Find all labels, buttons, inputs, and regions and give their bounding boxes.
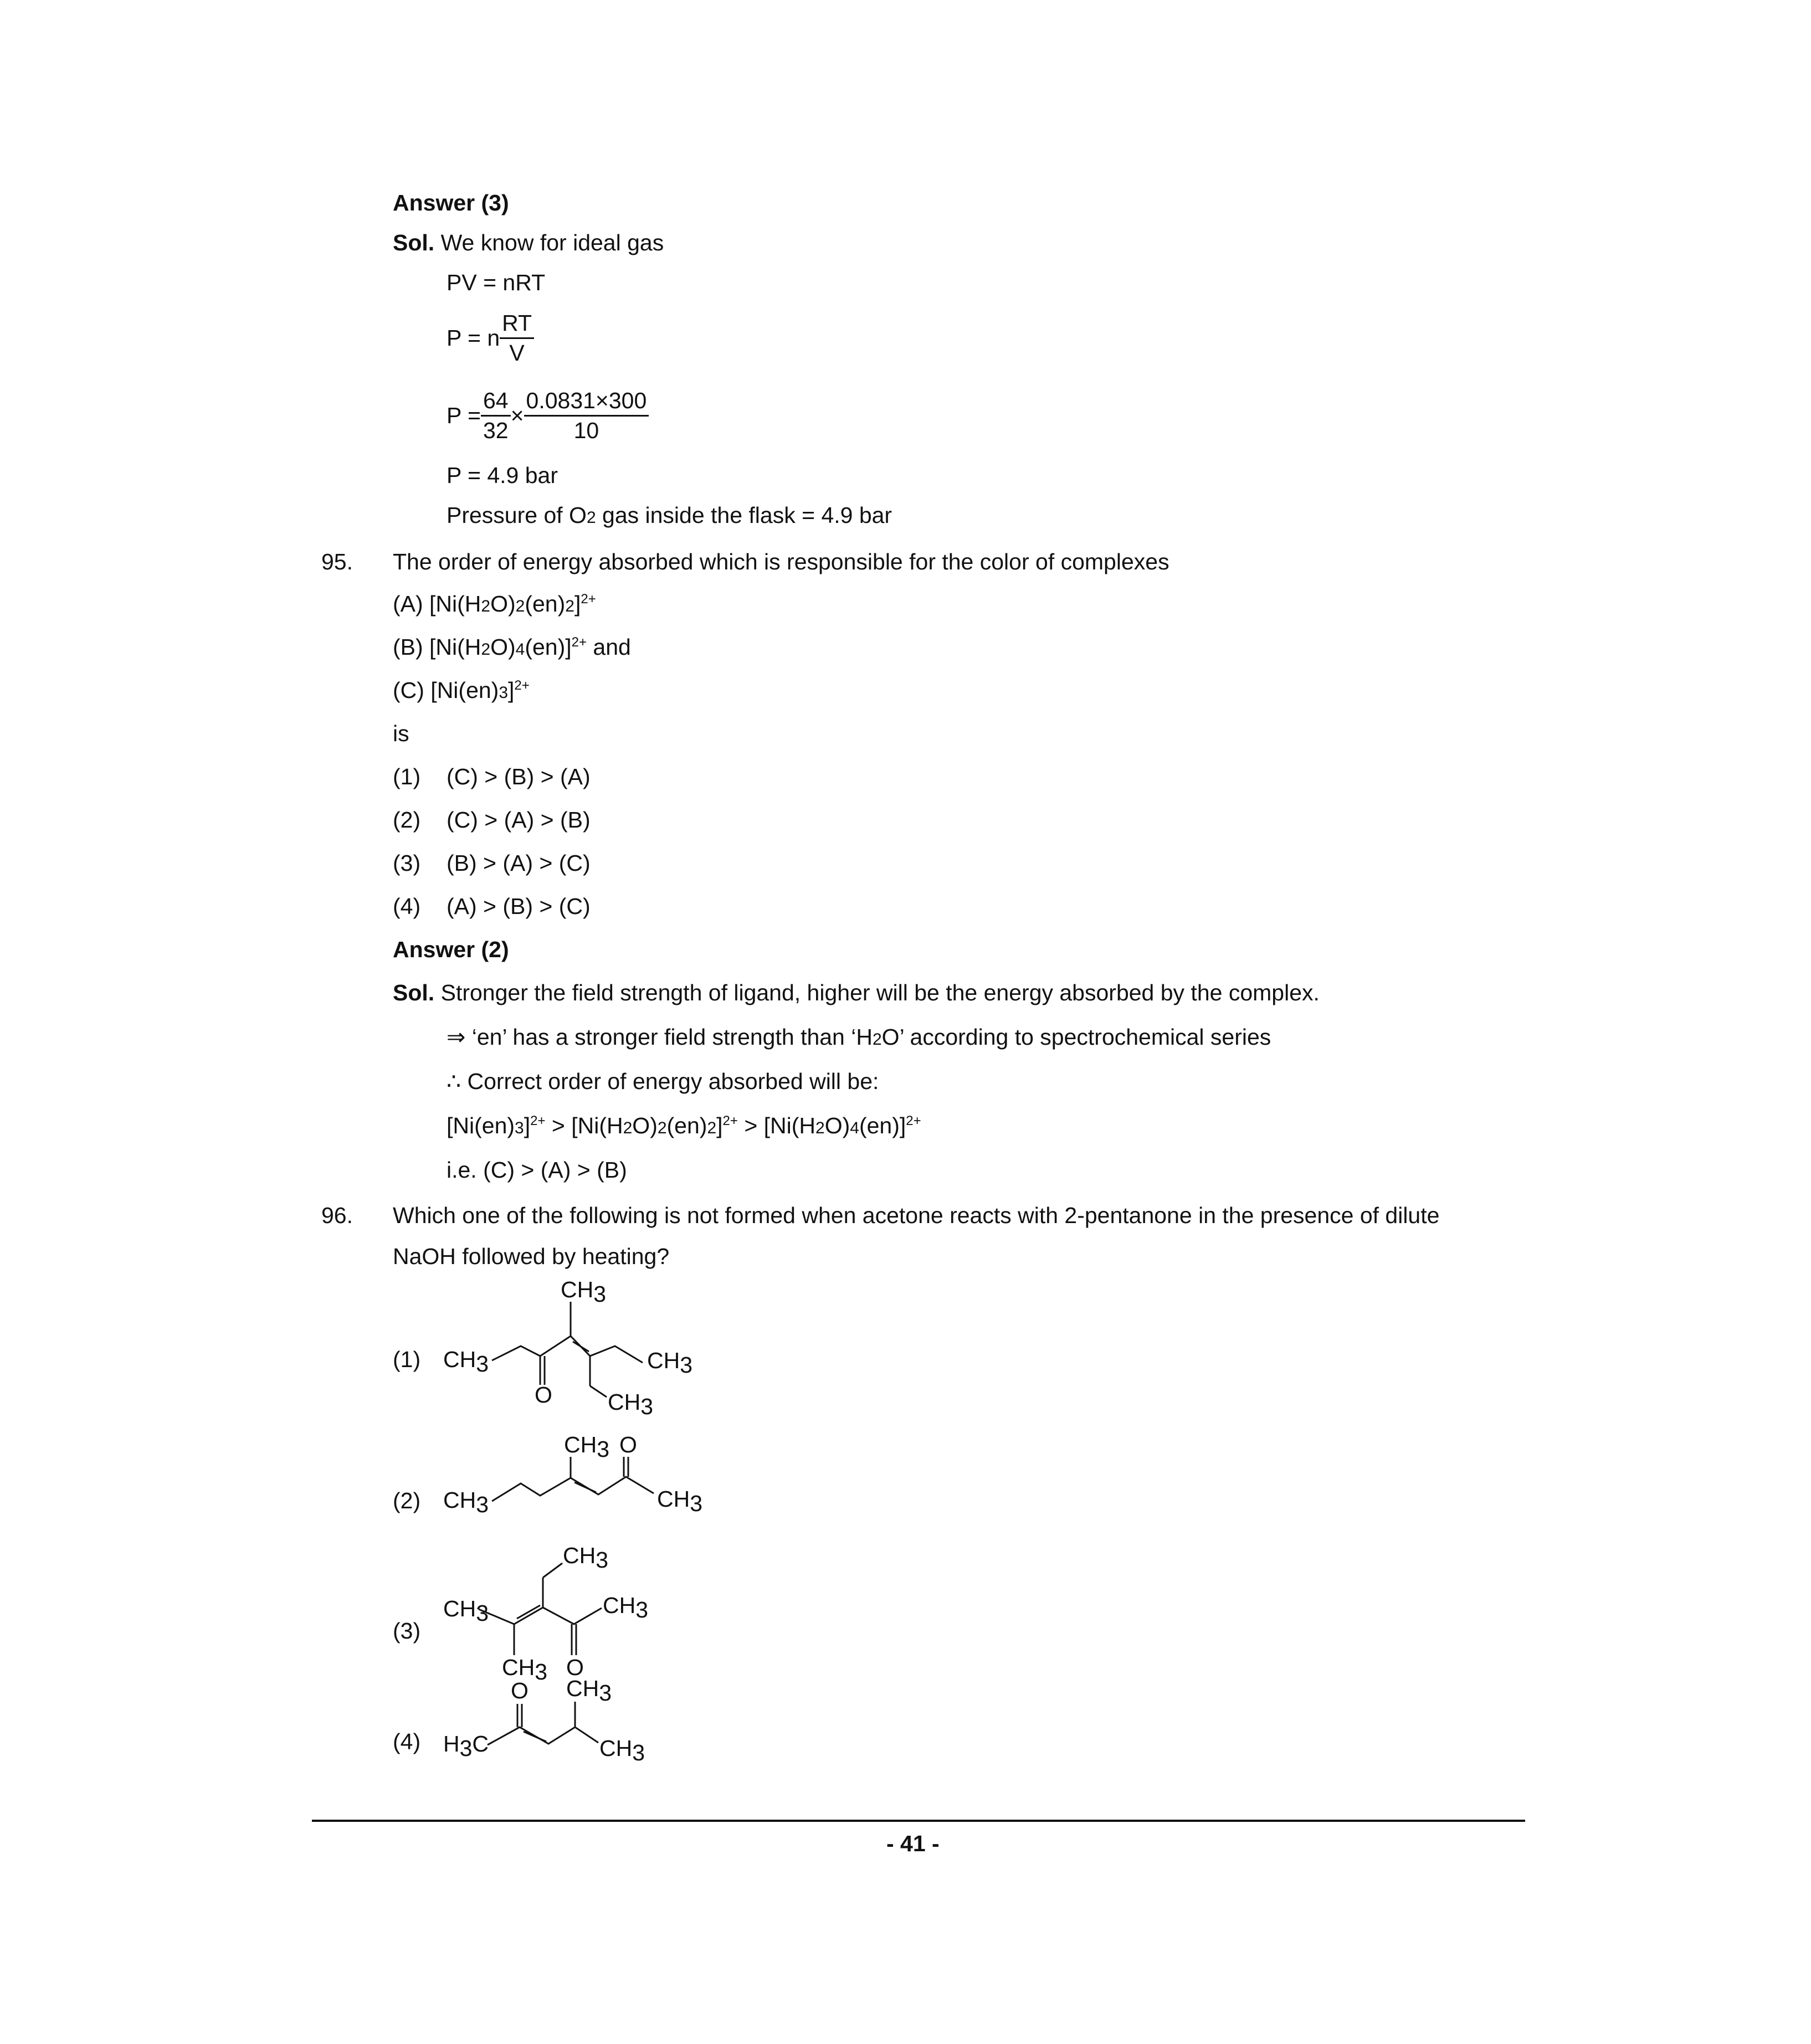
ch3-label: CH3 [443,1487,489,1517]
q95-is: is [393,721,409,746]
option-number: (4) [393,893,421,919]
q96-option-2-number[interactable]: (2) [393,1488,421,1513]
line1-post: O’ according to spectrochemical series [881,1024,1271,1050]
sol-text: Stronger the field strength of ligand, higher will be the energy absorbed by the complex. [440,980,1320,1005]
option-text: (A) > (B) > (C) [447,893,591,919]
q95-number: 95. [321,549,353,574]
option-number: (3) [393,850,421,876]
q94-result [447,502,892,528]
q96-number: 96. [321,1203,353,1228]
result-post: gas inside the flask = 4.9 bar [596,502,892,528]
q94-eq4: P = 4.9 bar [447,463,558,488]
o-sup2: 2+ [722,1113,738,1128]
a-pre: (A) [Ni(H [393,591,481,617]
ch3-label: CH3 [561,1277,607,1307]
a-sup: 2+ [581,592,596,607]
line1-pre: ⇒ ‘en’ has a stronger field strength than ‘H [447,1024,873,1050]
o-p2: ] [524,1113,531,1138]
eq3-lhs: P = [447,403,481,428]
eq3-num2: 0.0831×300 [526,388,647,413]
oxygen-label: O [566,1655,584,1680]
ch3-label: CH3 [657,1486,703,1516]
q95-question: The order of energy absorbed which is responsible for the color of complexes [393,549,1169,574]
h3c-label: H3C [443,1731,489,1761]
q95-option-4[interactable] [393,893,591,920]
ch3-label: CH3 [566,1676,612,1706]
eq2-lhs: P = n [447,325,500,351]
a-s1: 2 [481,597,491,615]
option-text: (C) > (A) > (B) [447,807,591,833]
q96-option-3-number[interactable]: (3) [393,1618,421,1644]
sol-text: We know for ideal gas [440,230,664,255]
eq3-fraction-2 [524,388,649,444]
q95-answer: Answer (2) [393,937,509,962]
o-s5: 2 [815,1119,825,1137]
q95-option-2[interactable] [393,807,591,833]
q95-option-3[interactable] [393,850,591,876]
q94-eq3 [447,388,649,444]
c-pre: (C) [Ni(en) [393,677,499,703]
a-m3: ] [574,591,581,617]
c-sup: 2+ [514,678,530,693]
structure-option-3[interactable] [438,1529,715,1684]
structure-option-2[interactable] [438,1424,770,1534]
o-p7: > [Ni(H [737,1113,816,1138]
b-m1: O) [490,634,516,660]
q94-sol [393,229,664,256]
oxygen-label: O [619,1432,637,1457]
a-s3: 2 [565,597,574,615]
q95-item-a [393,590,596,617]
a-m2: (en) [525,591,566,617]
eq3-num1: 64 [483,388,509,413]
o-s1: 3 [515,1119,524,1137]
q96-option-1-number[interactable]: (1) [393,1347,421,1372]
ch3-label: CH3 [564,1432,610,1462]
option-number: (2) [393,807,421,833]
a-s2: 2 [515,597,525,615]
q95-sol [393,979,1320,1006]
q94-eq2 [447,310,534,366]
o-s6: 4 [850,1119,859,1137]
o-sup1: 2+ [530,1113,546,1128]
q94-answer: Answer (3) [393,190,509,215]
ch3-label: CH3 [502,1655,548,1684]
result-pre: Pressure of O [447,502,587,528]
ch3-label: CH3 [443,1596,489,1626]
ch3-label: CH3 [608,1389,654,1419]
o-p1: [Ni(en) [447,1113,515,1138]
q95-item-b [393,634,631,660]
b-s2: 4 [515,640,525,659]
q95-item-c [393,677,530,703]
c-m1: ] [508,677,515,703]
o-s3: 2 [657,1119,667,1137]
eq3-den1: 32 [481,415,511,444]
o-p5: (en) [666,1113,707,1138]
eq2-numerator: RT [502,310,532,336]
q94-eq1: PV = nRT [447,270,546,295]
q95-order [447,1112,921,1139]
footer-rule [312,1820,1525,1822]
option-text: (C) > (B) > (A) [447,764,591,789]
q96-question-line1: Which one of the following is not formed when acetone reacts with 2-pentanone in the presence of dilute [393,1203,1440,1228]
o-p8: O) [824,1113,850,1138]
sol-label: Sol. [393,230,435,255]
ch3-label: CH3 [647,1348,693,1378]
o-sup3: 2+ [906,1113,921,1128]
b-m2: (en)] [525,634,572,660]
oxygen-label: O [511,1678,529,1703]
option-number: (1) [393,764,421,789]
b-pre: (B) [Ni(H [393,634,481,660]
q96-option-4-number[interactable]: (4) [393,1729,421,1754]
oxygen-label: O [535,1382,552,1408]
o-p9: (en)] [859,1113,906,1138]
page-number: - 41 - [886,1831,940,1856]
q95-sol-line1 [447,1024,1271,1050]
structure-option-4[interactable] [438,1667,715,1778]
eq3-fraction-1 [481,388,511,444]
o-s2: 2 [623,1119,633,1137]
ch3-label: CH3 [443,1347,489,1377]
c-s1: 3 [499,684,509,702]
q96-question-line2: NaOH followed by heating? [393,1244,670,1269]
b-sup: 2+ [571,635,587,650]
eq2-fraction [500,310,534,366]
b-post: and [587,634,631,660]
eq3-den2: 10 [524,415,649,444]
eq2-denominator: V [500,337,534,366]
a-m1: O) [490,591,516,617]
o-p3: > [Ni(H [545,1113,623,1138]
structure-option-1[interactable] [438,1274,770,1429]
line1-sub: 2 [872,1030,882,1049]
ch3-label: CH3 [563,1543,609,1573]
q95-sol-line2: ∴ Correct order of energy absorbed will be: [447,1069,879,1094]
eq3-times: × [510,403,524,428]
q95-ie: i.e. (C) > (A) > (B) [447,1157,627,1183]
ch3-label: CH3 [599,1735,645,1765]
b-s1: 2 [481,640,491,659]
option-text: (B) > (A) > (C) [447,850,591,876]
result-sub: 2 [586,509,596,527]
q95-option-1[interactable] [393,763,591,790]
o-s4: 2 [707,1119,717,1137]
o-p6: ] [716,1113,723,1138]
sol-label: Sol. [393,980,435,1005]
o-p4: O) [632,1113,658,1138]
ch3-label: CH3 [603,1593,649,1622]
